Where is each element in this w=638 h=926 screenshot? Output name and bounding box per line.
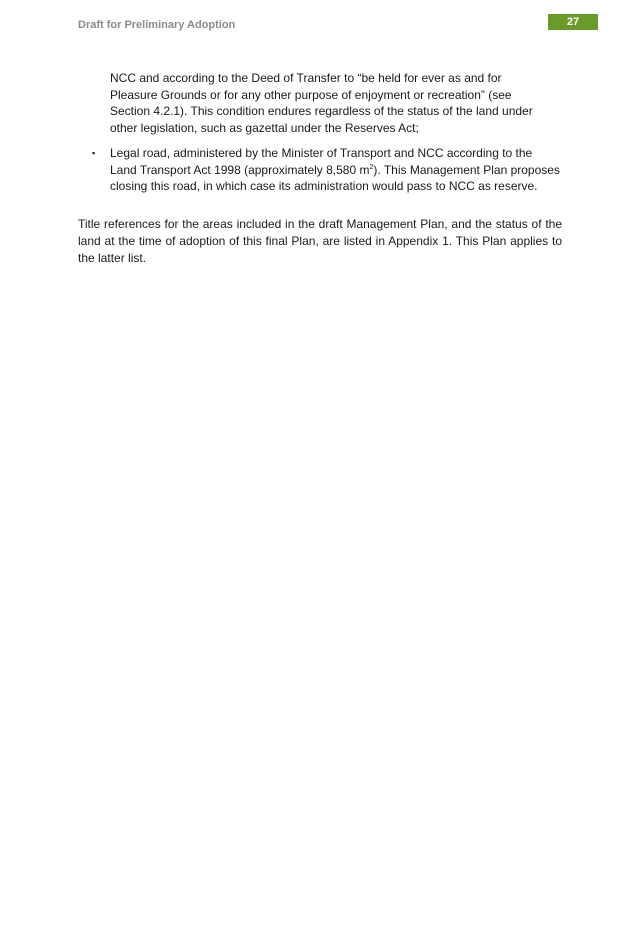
superscript: 2	[369, 163, 374, 171]
title-references-paragraph: Title references for the areas included in the draft Management Plan, and the status of the land at the time of adoption of this final Plan, are listed in Appendix 1. This Plan applies to the latter list.	[78, 217, 562, 265]
bullet-text-rest: ). This Management Plan proposes closing this road, in which case its administration would pass to NCC as reserve.	[110, 162, 560, 193]
bullet-text	[110, 146, 560, 193]
bullet-text-main: Legal road, administered by the Minister of Transport and NCC according to the Land Transport Act 1998 (approximately 8,580 m	[110, 146, 533, 177]
bullet-icon: ▪	[92, 148, 96, 158]
list-item	[90, 145, 560, 195]
running-header-title: Draft for Preliminary Adoption	[78, 19, 236, 31]
page-number-badge: 27	[548, 14, 598, 30]
continuation-paragraph: NCC and according to the Deed of Transfer to “be held for ever as and for Pleasure Grounds or for any other purpose of enjoyment or recreation” (see Section 4.2.1). This condition endures regardless of the status of the land under other legislation, such as gazettal under the Reserves Act;	[110, 71, 533, 135]
bullet-list	[90, 145, 560, 195]
